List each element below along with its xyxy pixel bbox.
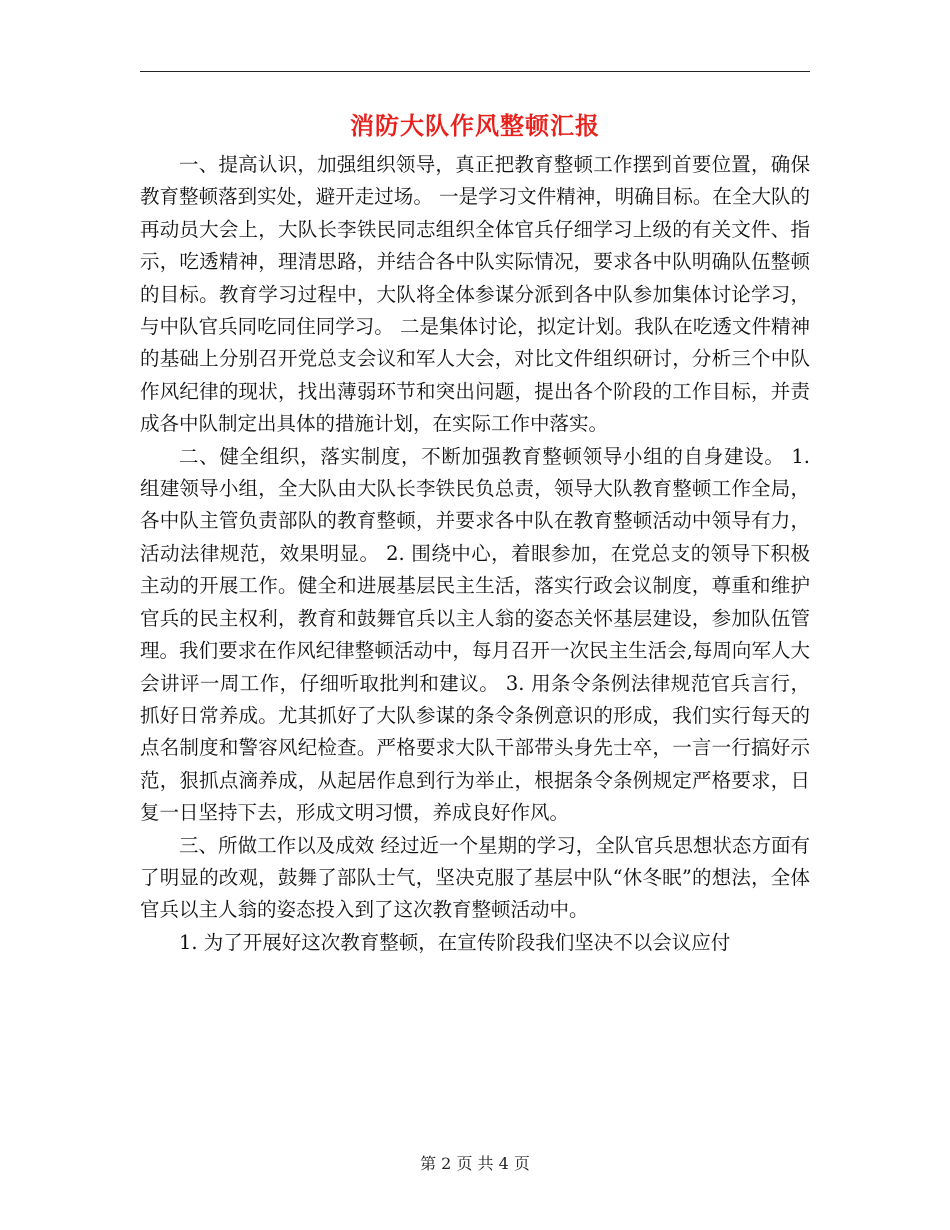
header-rule (140, 71, 810, 72)
paragraph-2: 二、健全组织，落实制度，不断加强教育整顿领导小组的自身建设。 1. 组建领导小组，全大队由大队长李铁民负总责，领导大队教育整顿工作全局，各中队主管负责部队的教育整顿，并要求各中队在教育整顿活动中领导有力，活动法律规范，效果明显。 2. 围绕中心，着眼参加，在党总支的领导下积极主动的开展工作。健全和进展基层民主生活，落实行政会议制度，尊重和维护官兵的民主权利，教育和鼓舞官兵以主人翁的姿态关怀基层建设，参加队伍管理。我们要求在作风纪律整顿活动中，每月召开一次民主生活会,每周向军人大会讲评一周工作，仔细听取批判和建议。 3. 用条令条例法律规范官兵言行，抓好日常养成。尤其抓好了大队参谋的条令条例意识的形成，我们实行每天的点名制度和警容风纪检查。严格要求大队干部带头身先士卒，一言一行搞好示范，狠抓点滴养成，从起居作息到行为举止，根据条令条例规定严格要求，日复一日坚持下去，形成文明习惯，养成良好作风。 (140, 444, 810, 825)
paragraph-1: 一、提高认识，加强组织领导，真正把教育整顿工作摆到首要位置，确保教育整顿落到实处，避开走过场。 一是学习文件精神，明确目标。在全大队的再动员大会上，大队长李铁民同志组织全体官兵仔细学习上级的有关文件、指示，吃透精神，理清思路，并结合各中队实际情况，要求各中队明确队伍整顿的目标。教育学习过程中，大队将全体参谋分派到各中队参加集体讨论学习，与中队官兵同吃同住同学习。 二是集体讨论，拟定计划。我队在吃透文件精神的基础上分别召开党总支会议和军人大会，对比文件组织研讨，分析三个中队作风纪律的现状，找出薄弱环节和突出问题，提出各个阶段的工作目标，并责成各中队制定出具体的措施计划，在实际工作中落实。 (140, 153, 810, 436)
paragraph-3: 三、所做工作以及成效 经过近一个星期的学习，全队官兵思想状态方面有了明显的改观，鼓舞了部队士气，坚决克服了基层中队“休冬眠”的想法，全体官兵以主人翁的姿态投入到了这次教育整顿活动中。 (140, 833, 810, 922)
page-footer: 第 2 页 共 4 页 (420, 1154, 530, 1173)
document-body (140, 149, 810, 959)
paragraph-4: 1. 为了开展好这次教育整顿，在宣传阶段我们坚决不以会议应付 (179, 930, 731, 954)
document-title: 消防大队作风整顿汇报 (350, 111, 600, 140)
